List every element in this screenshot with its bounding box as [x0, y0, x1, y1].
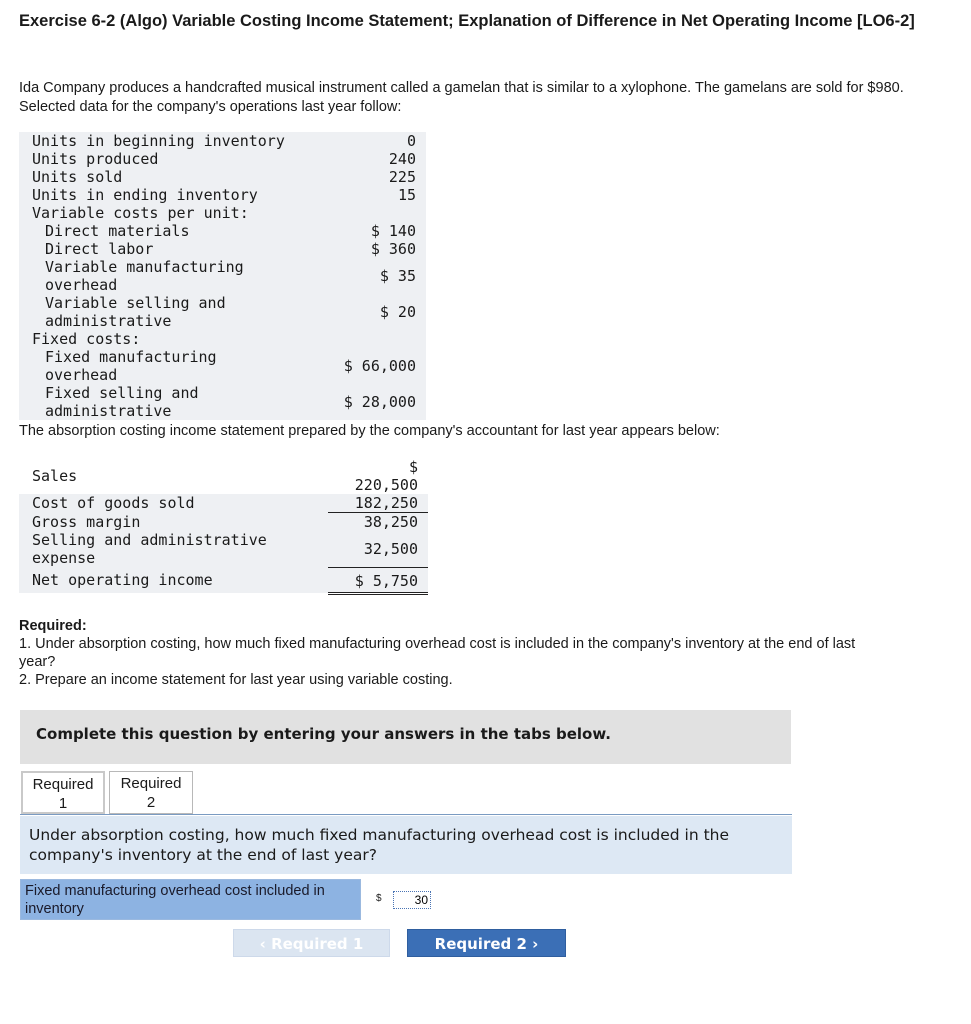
- table-row: [19, 222, 426, 240]
- tab-required-2[interactable]: [109, 771, 193, 814]
- tab-label-line1: Required: [32, 776, 94, 793]
- table-row: [19, 567, 428, 593]
- previous-button[interactable]: [233, 929, 390, 957]
- row-label: Fixed costs:: [19, 330, 291, 348]
- table-row: [19, 494, 428, 513]
- row-label: Fixed selling and administrative: [19, 384, 291, 420]
- required-heading: Required:: [19, 618, 87, 634]
- row-value: $ 360: [291, 240, 426, 258]
- instruction-text: Complete this question by entering your answers in the tabs below.: [36, 725, 611, 743]
- table-row: [19, 258, 426, 294]
- table-row: [19, 132, 426, 150]
- row-label: Variable manufacturing overhead: [19, 258, 291, 294]
- table-row: [19, 150, 426, 168]
- operations-data-table: [19, 132, 426, 420]
- sales-currency: $: [408, 458, 418, 476]
- row-value: 225: [291, 168, 426, 186]
- absorption-income-statement: [19, 458, 428, 595]
- row-value: 240: [291, 150, 426, 168]
- sga-value: 32,500: [328, 531, 428, 567]
- tab-label-line1: Required: [120, 775, 182, 792]
- gross-margin-value: 38,250: [328, 513, 428, 532]
- question-text: Under absorption costing, how much fixed manufacturing overhead cost is included in the company's inventory at the end of last year?: [29, 826, 730, 864]
- row-label: Units sold: [19, 168, 291, 186]
- intro-paragraph: Ida Company produces a handcrafted musical instrument called a gamelan that is similar to a xylophone. The gamelans are sold for $980. Selected data for the company's operations last year follow:: [19, 80, 904, 115]
- tab-required-1[interactable]: [21, 771, 105, 814]
- row-value: [291, 330, 426, 348]
- noi-value: $ 5,750: [328, 567, 428, 593]
- tab-label-line2: 2: [146, 794, 156, 811]
- row-value: $ 66,000: [291, 348, 426, 384]
- row-value: $ 35: [291, 258, 426, 294]
- row-value: 15: [291, 186, 426, 204]
- table-row: [19, 186, 426, 204]
- table-row: [19, 531, 428, 567]
- tab-label-line2: 1: [58, 795, 68, 812]
- required-item-1: 1. Under absorption costing, how much fixed manufacturing overhead cost is included in the company's inventory at the end of last year?: [19, 636, 856, 670]
- table-row: [19, 330, 426, 348]
- row-label: Units in beginning inventory: [19, 132, 291, 150]
- table-row: [19, 168, 426, 186]
- row-label: Units in ending inventory: [19, 186, 291, 204]
- table-row: [19, 204, 426, 222]
- sga-label: Selling and administrative expense: [19, 531, 328, 567]
- next-button[interactable]: [407, 929, 566, 957]
- answer-label: Fixed manufacturing overhead cost included in inventory: [20, 879, 361, 920]
- row-value: $ 28,000: [291, 384, 426, 420]
- cogs-value: 182,250: [328, 494, 428, 513]
- tab-divider: [20, 814, 792, 815]
- table-row: [19, 294, 426, 330]
- row-value: $ 20: [291, 294, 426, 330]
- table-row: [19, 513, 428, 532]
- row-label: Variable costs per unit:: [19, 204, 291, 222]
- sales-value: [328, 458, 428, 494]
- chevron-left-icon: ‹: [259, 935, 266, 953]
- cogs-label: Cost of goods sold: [19, 494, 328, 513]
- row-label: Fixed manufacturing overhead: [19, 348, 291, 384]
- question-panel: [20, 816, 792, 874]
- row-label: Units produced: [19, 150, 291, 168]
- row-value: 0: [291, 132, 426, 150]
- row-label: Direct labor: [19, 240, 291, 258]
- row-label: Variable selling and administrative: [19, 294, 291, 330]
- required-section: [19, 617, 889, 689]
- required-item-2: 2. Prepare an income statement for last year using variable costing.: [19, 672, 453, 688]
- next-button-label: Required 2: [434, 935, 527, 953]
- absorption-intro: The absorption costing income statement prepared by the company's accountant for last year appears below:: [19, 423, 720, 439]
- previous-button-label: Required 1: [271, 935, 364, 953]
- chevron-right-icon: ›: [532, 935, 539, 953]
- row-label: Direct materials: [19, 222, 291, 240]
- currency-symbol: $: [376, 893, 382, 904]
- table-row: [19, 384, 426, 420]
- exercise-title: Exercise 6-2 (Algo) Variable Costing Income Statement; Explanation of Difference in Net Operating Income [LO6-2]: [19, 12, 915, 30]
- sales-amount: 220,500: [354, 476, 418, 494]
- fixed-overhead-input[interactable]: [393, 891, 431, 909]
- row-value: $ 140: [291, 222, 426, 240]
- instruction-banner: [20, 710, 791, 764]
- sales-label: Sales: [32, 467, 78, 485]
- row-value: [291, 204, 426, 222]
- gross-margin-label: Gross margin: [19, 513, 328, 532]
- table-row: [19, 348, 426, 384]
- noi-label: Net operating income: [19, 567, 328, 593]
- table-row: [19, 458, 428, 494]
- table-row: [19, 240, 426, 258]
